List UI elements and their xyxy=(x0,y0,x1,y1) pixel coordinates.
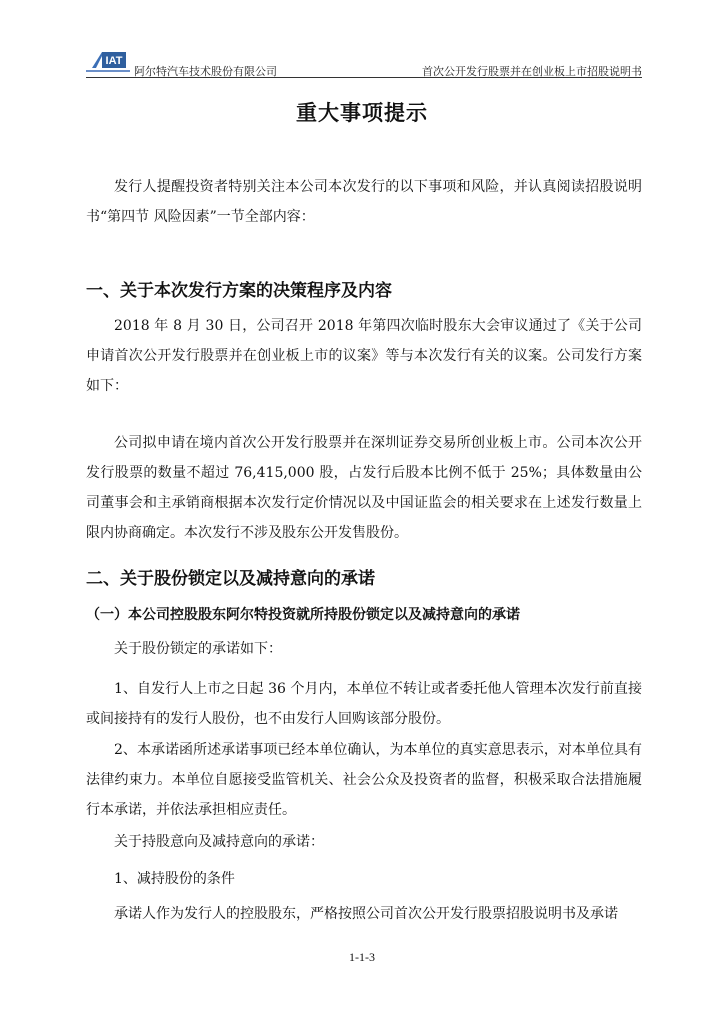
document-title: 首次公开发行股票并在创业板上市招股说明书 xyxy=(422,65,642,78)
header-divider xyxy=(86,77,642,78)
lock-item-1: 1、自发行人上市之日起 36 个月内，本单位不转让或者委托他人管理本次发行前直接或间接持有的发行人股份，也不由发行人回购该部分股份。 xyxy=(86,681,642,727)
lock-item-2: 2、本承诺函所述承诺事项已经本单位确认，为本单位的真实意思表示，对本单位具有法律约束力。本单位自愿接受监管机关、社会公众及投资者的监督，积极采取合法措施履行本承诺，并依法承担相应责任。 xyxy=(86,742,642,818)
svg-text:IAT: IAT xyxy=(105,55,123,67)
lock-intro: 关于股份锁定的承诺如下： xyxy=(114,641,282,657)
section1-heading: 一、关于本次发行方案的决策程序及内容 xyxy=(86,281,392,301)
intro-paragraph: 发行人提醒投资者特别关注本公司本次发行的以下事项和风险，并认真阅读招股说明书“第四节 风险因素”一节全部内容： xyxy=(86,179,642,225)
section2-heading: 二、关于股份锁定以及减持意向的承诺 xyxy=(86,569,375,589)
section2-subheading: （一）本公司控股股东阿尔特投资就所持股份锁定以及减持意向的承诺 xyxy=(86,607,520,623)
section1-paragraph-1: 2018 年 8 月 30 日，公司召开 2018 年第四次临时股东大会审议通过了《关于公司申请首次公开发行股票并在创业板上市的议案》等与本次发行有关的议案。公司发行方案如下： xyxy=(86,318,642,394)
company-name: 阿尔特汽车技术股份有限公司 xyxy=(134,65,277,78)
reduce-item-1: 1、减持股份的条件 xyxy=(114,871,235,887)
page-title: 重大事项提示 xyxy=(296,101,428,125)
reduce-text: 承诺人作为发行人的控股股东，严格按照公司首次公开发行股票招股说明书及承诺 xyxy=(114,906,618,922)
section1-paragraph-2: 公司拟申请在境内首次公开发行股票并在深圳证券交易所创业板上市。公司本次公开发行股票的数量不超过 76,415,000 股，占发行后股本比例不低于 25%；具体数量由公司董事会和主承销商根据本次发行定价情况以及中国证监会的相关要求在上述发行数量上限内协商确定。本次发行不涉及股东公开发售股份。 xyxy=(86,435,642,541)
company-logo-icon xyxy=(86,48,130,74)
page-number: 1-1-3 xyxy=(349,950,375,964)
page-header xyxy=(86,44,642,78)
reduce-intro: 关于持股意向及减持意向的承诺： xyxy=(114,834,324,850)
